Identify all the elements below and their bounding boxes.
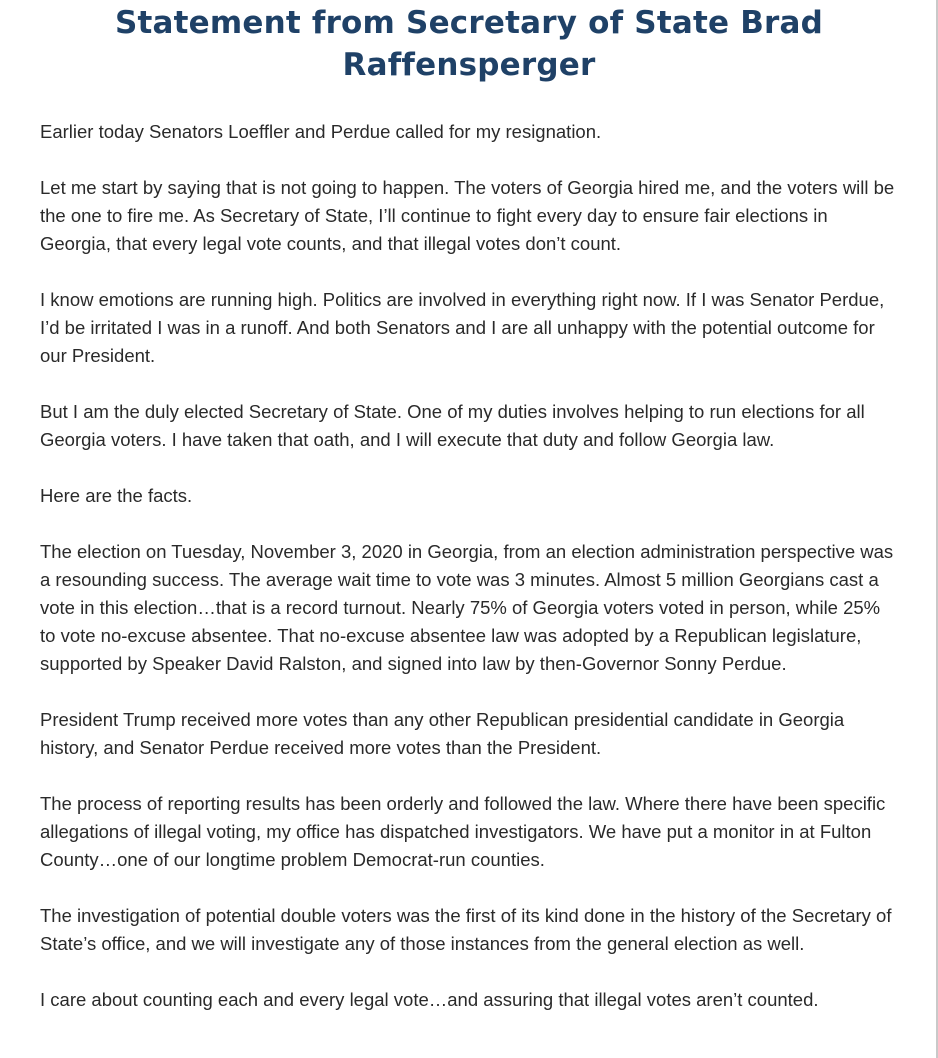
title-line-2: Raffensperger <box>342 47 596 83</box>
paragraph-double-voters: The investigation of potential double voters was the first of its kind done in the history of the Secretary of State’s office, and we will investigate any of those instances from the general election as well. <box>40 905 892 954</box>
paragraph-closing: I care about counting each and every legal vote…and assuring that illegal votes aren’t counted. <box>40 989 819 1010</box>
page-title <box>0 0 938 86</box>
paragraph-reporting-process: The process of reporting results has been orderly and followed the law. Where there have been specific allegations of illegal voting, my office has dispatched investigators. We have put a monitor in at Fulton County…one of our longtime problem Democrat-run counties. <box>40 793 886 870</box>
title-line-1: Statement from Secretary of State Brad <box>114 5 824 41</box>
paragraph-vote-counts: President Trump received more votes than any other Republican presidential candidate in Georgia history, and Senator Perdue received more votes than the President. <box>40 709 845 758</box>
paragraph-not-resigning: Let me start by saying that is not going to happen. The voters of Georgia hired me, and the voters will be the one to fire me. As Secretary of State, I’ll continue to fight every day to ensure fair elections in Georgia, that every legal vote counts, and that illegal votes don’t count. <box>40 177 895 254</box>
paragraph-election-success: The election on Tuesday, November 3, 2020 in Georgia, from an election administration perspective was a resounding success. The average wait time to vote was 3 minutes. Almost 5 million Georgians cast a vote in this election…that is a record turnout. Nearly 75% of Georgia voters voted in person, while 25% to vote no-excuse absentee. That no-excuse absentee law was adopted by a Republican legislature, supported by Speaker David Ralston, and signed into law by then-Governor Sonny Perdue. <box>40 541 894 674</box>
paragraph-facts-intro: Here are the facts. <box>40 485 193 506</box>
paragraph-emotions: I know emotions are running high. Politics are involved in everything right now. If I was Senator Perdue, I’d be irritated I was in a runoff. And both Senators and I are all unhappy with the potential outcome for our President. <box>40 289 885 366</box>
paragraph-duty: But I am the duly elected Secretary of State. One of my duties involves helping to run elections for all Georgia voters. I have taken that oath, and I will execute that duty and follow Georgia law. <box>40 401 865 450</box>
statement-body <box>40 118 896 1042</box>
paragraph-resignation-call: Earlier today Senators Loeffler and Perdue called for my resignation. <box>40 121 602 142</box>
